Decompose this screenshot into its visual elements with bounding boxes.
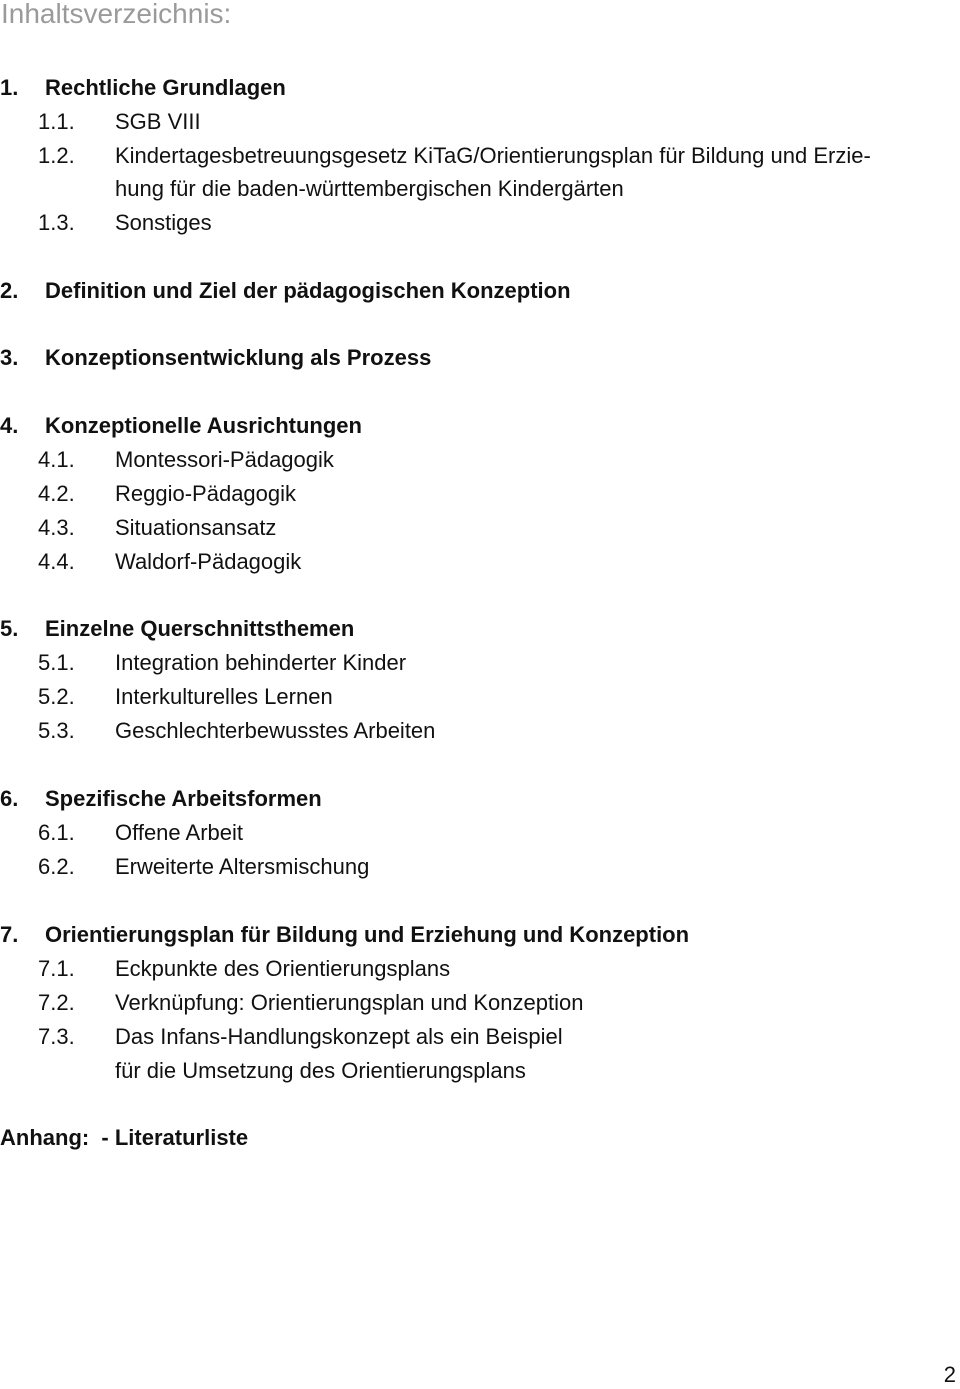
toc-title: Situationsansatz [115,515,277,540]
toc-number: 5.3. [38,718,75,743]
toc-number: 1. [0,75,19,100]
toc-title: Verknüpfung: Orientierungsplan und Konzeption [115,990,584,1015]
toc-number: 7.2. [38,990,75,1015]
toc-title: Orientierungsplan für Bildung und Erziehung und Konzeption [45,922,690,947]
toc-title: Integration behinderter Kinder [115,650,407,675]
toc-number: 7.3. [38,1024,75,1049]
toc-number: 6. [0,786,19,811]
toc-title: Rechtliche Grundlagen [45,75,286,100]
toc-number: 2. [0,278,19,303]
toc-title: Sonstiges [115,210,212,235]
toc-title: Reggio-Pädagogik [115,481,297,506]
toc-number: 5. [0,616,19,641]
toc-number: 7. [0,922,19,947]
toc-number: 6.1. [38,820,75,845]
toc-number: 1.2. [38,143,75,168]
toc-number: 3. [0,345,19,370]
toc-title: Interkulturelles Lernen [115,684,333,709]
toc-title: Offene Arbeit [115,820,244,845]
page-title: Inhaltsverzeichnis: [1,0,232,29]
toc-title: Montessori-Pädagogik [115,447,334,472]
toc-title: Eckpunkte des Orientierungsplans [115,956,451,981]
toc-title: Definition und Ziel der pädagogischen Konzeption [45,278,571,303]
toc-number: 5.1. [38,650,75,675]
toc-number: 4.1. [38,447,75,472]
toc-title: Kindertagesbetreuungsgesetz KiTaG/Orientierungsplan für Bildung und Erzie- [115,143,871,168]
toc-number: 1.1. [38,109,75,134]
toc-title: Geschlechterbewusstes Arbeiten [115,718,436,743]
page-number: 2 [943,1362,956,1387]
toc-number: 7.1. [38,956,75,981]
toc-title: Spezifische Arbeitsformen [45,786,322,811]
toc-number: 1.3. [38,210,75,235]
appendix-line: Anhang: - Literaturliste [0,1125,249,1150]
toc-title-continued: hung für die baden-württembergischen Kindergärten [115,176,624,201]
toc-number: 4.2. [38,481,75,506]
toc-number: 4.3. [38,515,75,540]
toc-number: 5.2. [38,684,75,709]
toc-title: Konzeptionelle Ausrichtungen [45,413,362,438]
toc-title: Konzeptionsentwicklung als Prozess [45,345,432,370]
toc-title: Das Infans-Handlungskonzept als ein Beispiel [115,1024,563,1049]
toc-title-continued: für die Umsetzung des Orientierungsplans [115,1058,526,1083]
toc-number: 6.2. [38,854,75,879]
toc-title: Erweiterte Altersmischung [115,854,370,879]
toc-number: 4. [0,413,19,438]
toc-title: Einzelne Querschnittsthemen [45,616,355,641]
toc-number: 4.4. [38,549,75,574]
toc-title: Waldorf-Pädagogik [115,549,302,574]
toc-title: SGB VIII [115,109,201,134]
